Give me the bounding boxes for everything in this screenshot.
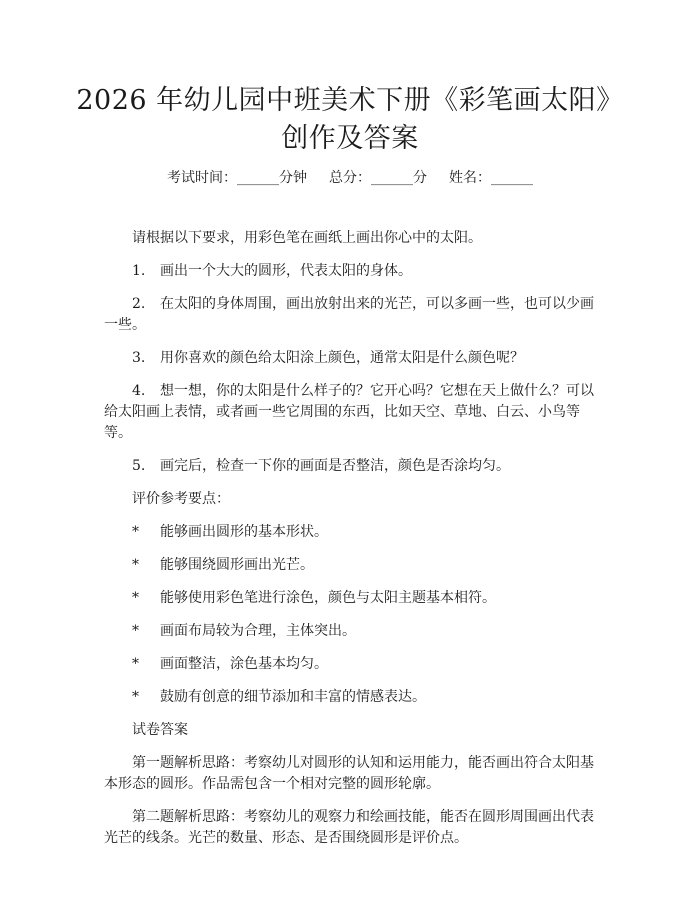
criteria-text: 能够画出圆形的基本形状。 <box>160 524 328 540</box>
criteria-text: 画面布局较为合理，主体突出。 <box>160 623 356 639</box>
item-text: 画出一个大大的圆形，代表太阳的身体。 <box>160 263 412 279</box>
requirement-item <box>104 294 596 336</box>
score-blank: ______ <box>371 170 413 186</box>
criteria-text: 画面整洁，涂色基本均匀。 <box>160 656 328 672</box>
exam-meta <box>0 168 700 188</box>
criteria-text: 鼓励有创意的细节添加和丰富的情感表达。 <box>160 689 426 705</box>
criteria-item <box>104 687 596 708</box>
criteria-item <box>104 654 596 675</box>
bullet-mark: * <box>132 590 139 606</box>
item-text: 想一想，你的太阳是什么样子的？它开心吗？它想在天上做什么？可以给太阳画上表情，或者画一些它周围的东西，比如天空、草地、白云、小鸟等等。 <box>104 383 594 441</box>
criteria-item <box>104 621 596 642</box>
score-label: 总分： <box>329 170 371 186</box>
criteria-text: 能够使用彩色笔进行涂色，颜色与太阳主题基本相符。 <box>160 590 496 606</box>
item-text: 在太阳的身体周围，画出放射出来的光芒，可以多画一些，也可以少画一些。 <box>104 296 594 333</box>
answer-paragraph: 第二题解析思路：考察幼儿的观察力和绘画技能，能否在圆形周围画出代表光芒的线条。光芒的数量、形态、是否围绕圆形是评价点。 <box>104 809 594 846</box>
item-number: 1. <box>132 263 146 279</box>
item-number: 5. <box>132 458 146 474</box>
bullet-mark: * <box>132 623 139 639</box>
answers-heading: 试卷答案 <box>132 722 188 738</box>
bullet-mark: * <box>132 524 139 540</box>
criteria-item <box>104 555 596 576</box>
item-number: 2. <box>132 296 146 312</box>
title-line-1: 2026 年幼儿园中班美术下册《彩笔画太阳》 <box>76 85 624 116</box>
time-blank: ______ <box>237 170 279 186</box>
intro-paragraph: 请根据以下要求，用彩色笔在画纸上画出你心中的太阳。 <box>132 230 482 246</box>
item-text: 画完后，检查一下你的画面是否整洁，颜色是否涂均匀。 <box>160 458 510 474</box>
answer-paragraph: 第一题解析思路：考察幼儿对圆形的认知和运用能力，能否画出符合太阳基本形态的圆形。作品需包含一个相对完整的圆形轮廓。 <box>104 755 594 792</box>
time-label: 考试时间： <box>167 170 237 186</box>
requirement-item <box>104 261 596 282</box>
criteria-heading: 评价参考要点： <box>132 491 230 507</box>
document-title <box>60 82 640 158</box>
bullet-mark: * <box>132 557 139 573</box>
item-number: 4. <box>132 383 146 399</box>
time-unit: 分钟 <box>279 170 307 186</box>
bullet-mark: * <box>132 656 139 672</box>
name-blank: ______ <box>491 170 533 186</box>
criteria-text: 能够围绕圆形画出光芒。 <box>160 557 314 573</box>
requirement-item <box>104 381 596 444</box>
document-body <box>104 228 596 861</box>
item-text: 用你喜欢的颜色给太阳涂上颜色，通常太阳是什么颜色呢？ <box>160 350 524 366</box>
criteria-item <box>104 588 596 609</box>
criteria-item <box>104 522 596 543</box>
bullet-mark: * <box>132 689 139 705</box>
title-line-2: 创作及答案 <box>281 123 419 154</box>
requirement-item <box>104 348 596 369</box>
item-number: 3. <box>132 350 146 366</box>
requirement-item <box>104 456 596 477</box>
score-unit: 分 <box>413 170 427 186</box>
name-label: 姓名： <box>449 170 491 186</box>
